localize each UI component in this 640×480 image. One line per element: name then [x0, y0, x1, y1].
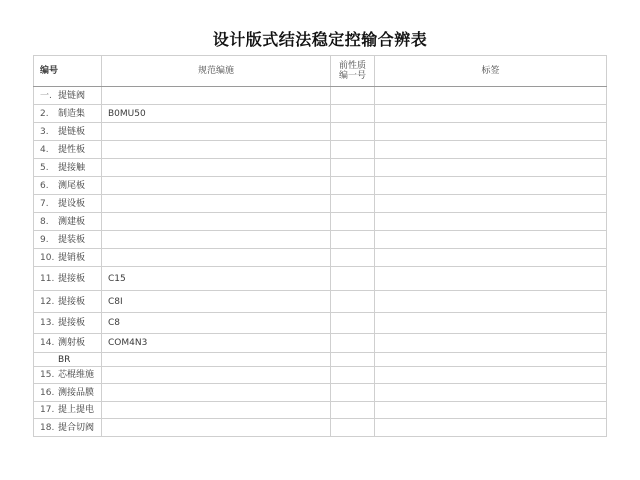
row-name: 提性板 [58, 144, 86, 155]
row-item-cell [34, 419, 102, 437]
table-row [34, 177, 607, 195]
row-spec [102, 419, 331, 437]
row-item-cell [34, 159, 102, 177]
row-code [331, 159, 375, 177]
table-row [34, 334, 607, 353]
row-number: 13. [40, 318, 55, 328]
row-code [331, 213, 375, 231]
row-item-cell [34, 231, 102, 249]
row-item-cell [34, 384, 102, 402]
row-name: 测建板 [58, 216, 86, 227]
table-row [34, 419, 607, 437]
row-code [331, 231, 375, 249]
row-number: 8. [40, 216, 49, 227]
row-code [331, 291, 375, 313]
row-note [375, 231, 607, 249]
row-name: 提销板 [58, 252, 86, 263]
row-name: 提设板 [58, 198, 86, 209]
row-code [331, 249, 375, 267]
header-spec: 规范编施 [102, 56, 331, 87]
header-code-line1: 前性质 [338, 61, 366, 71]
row-note [375, 402, 607, 419]
table-row [34, 267, 607, 291]
table-row [34, 213, 607, 231]
row-note [375, 177, 607, 195]
row-number: 14. [40, 338, 55, 348]
row-name: BR [58, 354, 71, 365]
row-code [331, 87, 375, 105]
row-spec: C15 [102, 267, 331, 291]
row-code [331, 367, 375, 384]
row-item-cell [34, 87, 102, 105]
row-spec [102, 195, 331, 213]
row-number: 2. [40, 108, 49, 119]
table-row [34, 384, 607, 402]
header-code [331, 56, 375, 87]
row-number: 15. [40, 370, 55, 380]
row-spec [102, 123, 331, 141]
row-number: 11. [40, 273, 55, 284]
row-spec [102, 141, 331, 159]
row-item-cell [34, 402, 102, 419]
row-name: 提接触 [58, 162, 86, 173]
row-spec [102, 213, 331, 231]
row-number: 5. [40, 162, 49, 173]
row-name: 测接品膜 [58, 387, 95, 398]
table-row [34, 353, 607, 367]
row-code [331, 105, 375, 123]
row-note [375, 267, 607, 291]
row-spec [102, 384, 331, 402]
row-item-cell [34, 353, 102, 367]
row-name: 测尾板 [58, 180, 86, 191]
row-spec [102, 87, 331, 105]
row-spec [102, 159, 331, 177]
row-item-cell [34, 291, 102, 313]
header-code-line2: 编一号 [338, 71, 366, 81]
row-item-cell [34, 105, 102, 123]
row-name: 提接板 [58, 296, 86, 307]
row-note [375, 334, 607, 353]
row-item-cell [34, 267, 102, 291]
row-item-cell [34, 195, 102, 213]
row-code [331, 267, 375, 291]
row-note [375, 141, 607, 159]
row-code [331, 313, 375, 334]
table-row [34, 123, 607, 141]
row-name: 测射板 [58, 338, 86, 348]
row-code [331, 141, 375, 159]
row-item-cell [34, 313, 102, 334]
row-number: 16. [40, 387, 55, 398]
row-note [375, 123, 607, 141]
row-spec [102, 231, 331, 249]
row-item-cell [34, 177, 102, 195]
row-code [331, 402, 375, 419]
row-spec [102, 367, 331, 384]
row-item-cell [34, 334, 102, 353]
row-spec [102, 249, 331, 267]
row-spec [102, 177, 331, 195]
row-note [375, 419, 607, 437]
row-code [331, 195, 375, 213]
row-name: 提接板 [58, 273, 86, 284]
row-item-cell [34, 213, 102, 231]
row-note [375, 313, 607, 334]
row-spec [102, 402, 331, 419]
table-row [34, 313, 607, 334]
row-note [375, 384, 607, 402]
row-note [375, 105, 607, 123]
table-row [34, 249, 607, 267]
row-name: 提链阀 [58, 90, 86, 101]
header-note: 标签 [375, 56, 607, 87]
row-number: 10. [40, 252, 55, 263]
row-number: 9. [40, 234, 49, 245]
row-item-cell [34, 367, 102, 384]
row-item-cell [34, 249, 102, 267]
table-row [34, 291, 607, 313]
row-note [375, 195, 607, 213]
document-title: 设计版式结法稳定控输合辨表 [212, 30, 428, 49]
table-row [34, 87, 607, 105]
table-header-row [34, 56, 607, 87]
form-table [33, 55, 607, 437]
row-note [375, 213, 607, 231]
row-note [375, 87, 607, 105]
row-number: 12. [40, 296, 55, 307]
table-row [34, 105, 607, 123]
row-spec: C8 [102, 313, 331, 334]
table-row [34, 231, 607, 249]
row-item-cell [34, 123, 102, 141]
row-note [375, 367, 607, 384]
table-row [34, 195, 607, 213]
row-name: 提链板 [58, 126, 86, 137]
row-item-cell [34, 141, 102, 159]
row-number: 4. [40, 144, 49, 155]
row-spec: C8I [102, 291, 331, 313]
table-row [34, 367, 607, 384]
row-number: 6. [40, 180, 49, 191]
table-row [34, 141, 607, 159]
row-note [375, 159, 607, 177]
row-code [331, 353, 375, 367]
row-spec [102, 353, 331, 367]
row-name: 制造集 [58, 108, 86, 119]
row-name: 提合切阀 [58, 422, 95, 433]
row-code [331, 123, 375, 141]
row-code [331, 334, 375, 353]
row-name: 提接板 [58, 318, 86, 328]
row-name: 提上提电 [58, 405, 95, 415]
row-name: 芯棍维施 [58, 370, 95, 380]
row-number: 7. [40, 198, 49, 209]
row-code [331, 419, 375, 437]
row-note [375, 249, 607, 267]
row-number: 3. [40, 126, 49, 137]
row-code [331, 177, 375, 195]
table-row [34, 402, 607, 419]
row-spec: COM4N3 [102, 334, 331, 353]
row-number: 17. [40, 405, 55, 415]
row-note [375, 353, 607, 367]
row-number: 一. [40, 90, 52, 101]
row-name: 提装板 [58, 234, 86, 245]
table-row [34, 159, 607, 177]
row-note [375, 291, 607, 313]
row-spec: B0MU50 [102, 105, 331, 123]
header-number: 编号 [34, 56, 102, 87]
row-number: 18. [40, 422, 55, 433]
row-code [331, 384, 375, 402]
